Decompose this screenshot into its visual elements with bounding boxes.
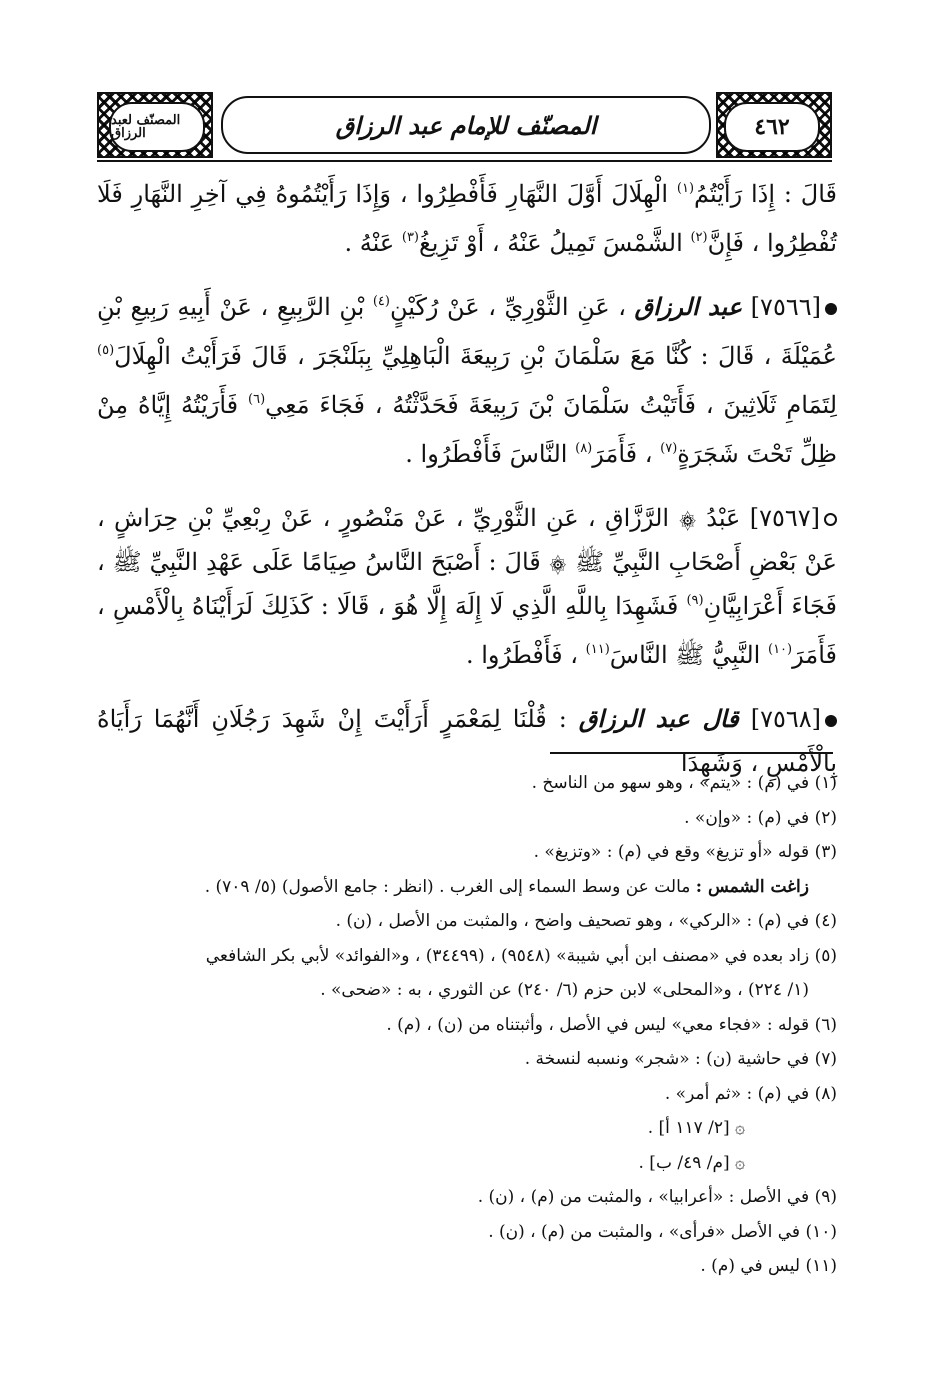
main-text [97, 172, 837, 785]
text-span: عَنْهُ . [344, 229, 395, 257]
footnote-3: (٣) قوله «أو تزيغ» وقع في (م) : «وتزيغ» . [533, 842, 837, 862]
author-name: قال عبد الرزاق [578, 704, 739, 733]
footnote-10: (١٠) في الأصل «فرأى» ، والمثبت من (م) ، (ن) . [488, 1221, 837, 1242]
footnote-divider [550, 752, 833, 754]
footnote-ref: (٩) [686, 593, 704, 608]
author-name: عبد الرزاق [634, 292, 743, 321]
text-span: ، عَنِ الثَّوْرِيِّ ، عَنْ رُكَيْنٍ [389, 293, 626, 321]
footnote-2: (٢) في (م) : «وإن» . [684, 807, 837, 828]
footnotes [97, 766, 837, 1284]
filled-bullet-icon [825, 303, 837, 315]
header-divider [97, 160, 832, 162]
text-span: الْهِلَالَ أَوَّلَ النَّهَارِ فَأَفْطِرُوا ، وَإِذَا رَأَيْتُمُوهُ فِي آخِرِ النَّهَارِ فَلَا تُفْطِرُوا ، فَإِنَّ [97, 180, 837, 257]
hadith-7566 [97, 285, 837, 481]
footnote-ref: (١) [676, 181, 695, 196]
gloss-text: مالت عن وسط السماء إلى الغرب . (انظر : جامع الأصول) (٥/ ٧٠٩) . [204, 876, 691, 897]
text-span: بْنِ الرَّبِيعِ ، عَنْ أَبِيهِ رَبِيعِ بْنِ عُمَيْلَةَ ، قَالَ : كُنَّا مَعَ سَلْمَانَ بْنِ رَبِيعَةَ الْبَاهِلِيِّ بِبَلَنْجَرَ ، قَالَ فَرَأَيْتُ الْهِلَالَ [97, 293, 838, 370]
hadith-number: [٧٥٦٦] [750, 293, 821, 321]
manuscript-folio-2: ۞ [م/ ٤٩/ ب] . [638, 1152, 745, 1173]
footnote-3-gloss [97, 870, 837, 905]
text-span: لِتَمَامِ ثَلَاثِينَ ، فَأَتَيْتُ سَلْمَانَ بْنَ رَبِيعَةَ فَحَدَّثْتُهُ ، فَجَاءَ مَعِي [265, 391, 838, 419]
footnote-9: (٩) في الأصل : «أعرابيا» ، والمثبت من (م) ، (ن) . [477, 1187, 837, 1207]
paragraph-continuation [97, 172, 837, 270]
footnote-ref: (١١) [585, 642, 610, 657]
footnote-ref: (١٠) [767, 642, 793, 657]
hadith-7567 [97, 496, 837, 682]
book-emblem [97, 92, 213, 158]
text-span: النَّاسَ فَأَفْطَرُوا . [405, 440, 568, 468]
text-span: فَأَرَيْتُهُ إِيَّاهُ مِنْ ظِلِّ تَحْتَ شَجَرَةٍ [97, 391, 837, 468]
text-span: الشَّمْسَ تَمِيلُ عَنْهُ ، أَوْ تَزِيغُ [419, 229, 683, 257]
filled-bullet-icon [825, 715, 837, 727]
page-number: ٤٦٢ [724, 102, 820, 152]
footnote-11: (١١) ليس في (م) . [700, 1256, 837, 1276]
text-span: النَّبِيُّ ﷺ النَّاسَ [609, 641, 761, 669]
text-span: : قُلْنَا لِمَعْمَرٍ أَرَأَيْتَ إِنْ شَهِدَ رَجُلَانِ أَنَّهُمَا رَأَيَاهُ بِالْأَمْسِ ، وَشَهِدَا [97, 705, 837, 777]
footnote-6: (٦) قوله : «فجاء معي» ليس في الأصل ، وأثبتناه من (ن) ، (م) . [386, 1014, 837, 1035]
running-title: المصنّف للإمام عبد الرزاق [221, 96, 711, 154]
footnote-ref: (٤) [372, 294, 390, 309]
text-span: عَبْدُ ۞ الرَّزَّاقِ ، عَنِ الثَّوْرِيِّ ، عَنْ مَنْصُورٍ ، عَنْ رِبْعِيِّ بْنِ حِرَاشٍ ، عَنْ بَعْضِ أَصْحَابِ النَّبِيِّ ﷺ ۞ قَالَ : أَصْبَحَ النَّاسُ صِيَامًا عَلَى عَهْدِ النَّبِيِّ ﷺ ، فَجَاءَ أَعْرَابِيَّانِ [97, 504, 837, 620]
book-emblem-label: المصنّف لعبد الرزاق [109, 102, 205, 152]
footnote-5-continued: (١/ ٢٢٤) ، و«المحلى» لابن حزم (٦/ ٢٤٠) عن الثوري ، به : «ضحى» . [320, 980, 809, 1000]
gloss-term: زاغت الشمس : [695, 876, 809, 897]
footnote-ref: (٧) [660, 441, 678, 456]
footnote-4: (٤) في (م) : «الركي» ، وهو تصحيف واضح ، والمثبت من الأصل ، (ن) . [335, 911, 837, 931]
text-span: فَشَهِدَا بِاللَّهِ الَّذِي لَا إِلَهَ إِلَّا هُوَ ، قَالَا : كَذَلِكَ لَرَأَيْنَاهُ بِالْأَمْسِ ، فَأَمَرَ [97, 592, 837, 669]
footnote-ref: (٢) [690, 230, 708, 245]
open-bullet-icon [824, 513, 837, 526]
footnote-1: (١) في (م) : «يتم» ، وهو سهو من الناسخ . [531, 773, 837, 793]
footnote-5: (٥) زاد بعده في «مصنف ابن أبي شيبة» (٩٥٤٨) ، (٣٤٤٩٩) ، و«الفوائد» لأبي بكر الشافعي [205, 945, 837, 966]
text-span: ، فَأَفْطَرُوا . [465, 641, 579, 669]
footnote-ref: (٣) [401, 230, 419, 245]
hadith-number: [٧٥٦٨] [750, 705, 821, 733]
hadith-number: [٧٥٦٧] [749, 504, 820, 532]
footnote-ref: (٦) [248, 392, 266, 407]
footnote-ref: (٨) [575, 441, 593, 456]
text-span: ، فَأَمَرَ [592, 440, 653, 468]
manuscript-folio-1: ۞ [٢/ ١١٧ أ] . [647, 1118, 745, 1138]
footnote-8: (٨) في (م) : «ثم أمر» . [664, 1083, 837, 1104]
footnote-ref: (٥) [97, 343, 115, 358]
footnote-7: (٧) في حاشية (ن) : «شجر» ونسبه لنسخة . [524, 1049, 837, 1069]
page-number-frame [716, 92, 832, 158]
page-header [97, 92, 832, 158]
text-span: قَالَ : إِذَا رَأَيْتُمُ [694, 180, 837, 208]
